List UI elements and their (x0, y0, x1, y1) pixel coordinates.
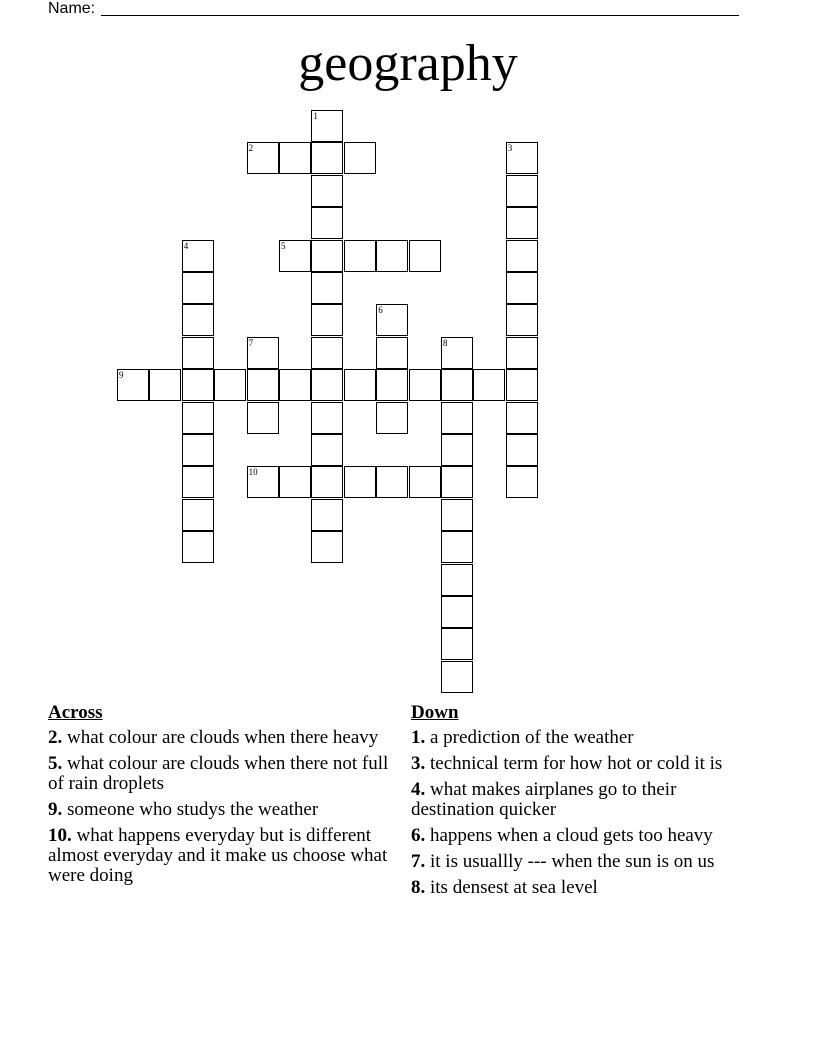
crossword-cell[interactable] (441, 596, 473, 628)
crossword-cell[interactable] (247, 466, 279, 498)
crossword-cell[interactable] (311, 499, 343, 531)
crossword-cell[interactable] (279, 142, 311, 174)
crossword-cell[interactable] (311, 175, 343, 207)
clue-number: 1 (313, 111, 318, 121)
crossword-cell[interactable] (311, 240, 343, 272)
crossword-cell[interactable] (247, 142, 279, 174)
crossword-cell[interactable] (506, 272, 538, 304)
clue-across: 5. what colour are clouds when there not full of rain droplets (48, 753, 389, 794)
crossword-cell[interactable] (182, 304, 214, 336)
crossword-cell[interactable] (311, 402, 343, 434)
clue-number: 7 (248, 337, 254, 348)
crossword-cell[interactable] (441, 531, 473, 563)
crossword-cell[interactable] (473, 369, 505, 401)
clue-number: 2 (248, 143, 254, 154)
crossword-cell[interactable] (506, 466, 538, 498)
clue-number: 3 (507, 143, 513, 154)
crossword-cell[interactable] (506, 304, 538, 336)
crossword-cell[interactable] (441, 661, 473, 693)
crossword-cell[interactable] (311, 304, 343, 336)
crossword-cell[interactable] (214, 369, 246, 401)
clue-number: 5 (281, 240, 286, 251)
clue-down: 4. what makes airplanes go to their destination quicker (411, 779, 677, 820)
crossword-cell[interactable] (311, 369, 343, 401)
crossword-cell[interactable] (182, 434, 214, 466)
crossword-cell[interactable] (376, 369, 408, 401)
crossword-cell[interactable] (311, 110, 343, 142)
crossword-cell[interactable] (409, 369, 441, 401)
crossword-cell[interactable] (182, 369, 214, 401)
crossword-cell[interactable] (376, 466, 408, 498)
crossword-cell[interactable] (182, 466, 214, 498)
crossword-cell[interactable] (506, 142, 538, 174)
down-clues (411, 702, 751, 904)
crossword-cell[interactable] (279, 466, 311, 498)
crossword-cell[interactable] (441, 564, 473, 596)
clue-down: 7. it is usuallly --- when the sun is on us (411, 851, 715, 872)
crossword-cell[interactable] (506, 434, 538, 466)
crossword-cell[interactable] (117, 369, 149, 401)
crossword-cell[interactable] (247, 369, 279, 401)
across-heading: Across (48, 702, 103, 723)
clue-number: 9 (119, 370, 124, 381)
crossword-cell[interactable] (182, 272, 214, 304)
crossword-cell[interactable] (376, 337, 408, 369)
crossword-cell[interactable] (247, 337, 279, 369)
crossword-cell[interactable] (182, 531, 214, 563)
crossword-cell[interactable] (506, 402, 538, 434)
crossword-cell[interactable] (506, 207, 538, 239)
clue-across: 2. what colour are clouds when there heavy (48, 727, 379, 748)
clue-down: 6. happens when a cloud gets too heavy (411, 825, 713, 846)
crossword-cell[interactable] (182, 499, 214, 531)
crossword-cell[interactable] (506, 175, 538, 207)
crossword-cell[interactable] (409, 240, 441, 272)
crossword-cell[interactable] (311, 434, 343, 466)
crossword-cell[interactable] (311, 142, 343, 174)
crossword-cell[interactable] (149, 369, 181, 401)
name-field (48, 0, 739, 20)
crossword-cell[interactable] (441, 337, 473, 369)
clue-across: 10. what happens everyday but is different almost everyday and it make us choose what were doing (48, 825, 388, 886)
crossword-cell[interactable] (441, 434, 473, 466)
clue-number: 10 (248, 467, 258, 478)
crossword-cell[interactable] (344, 240, 376, 272)
crossword-cell[interactable] (506, 369, 538, 401)
crossword-cell[interactable] (441, 466, 473, 498)
crossword-cell[interactable] (441, 628, 473, 660)
clue-down: 3. technical term for how hot or cold it is (411, 753, 723, 774)
puzzle-title: geography (298, 35, 518, 92)
crossword-cell[interactable] (182, 240, 214, 272)
clue-number: 8 (443, 337, 448, 348)
across-clues (48, 702, 398, 892)
crossword-cell[interactable] (376, 240, 408, 272)
crossword-cell[interactable] (376, 304, 408, 336)
name-label: Name: (48, 0, 96, 17)
clue-across: 9. someone who studys the weather (48, 799, 319, 820)
crossword-cell[interactable] (247, 402, 279, 434)
crossword-cell[interactable] (279, 240, 311, 272)
crossword-cell[interactable] (182, 337, 214, 369)
crossword-cell[interactable] (441, 369, 473, 401)
crossword-cell[interactable] (376, 402, 408, 434)
crossword-cell[interactable] (311, 337, 343, 369)
clue-number: 4 (183, 240, 189, 251)
crossword-cell[interactable] (311, 272, 343, 304)
crossword-cell[interactable] (344, 369, 376, 401)
crossword-cell[interactable] (441, 499, 473, 531)
clue-down: 1. a prediction of the weather (411, 727, 634, 748)
crossword-cell[interactable] (182, 402, 214, 434)
clue-down: 8. its densest at sea level (411, 877, 598, 898)
name-blank-line[interactable] (101, 0, 739, 16)
crossword-cell[interactable] (279, 369, 311, 401)
crossword-cell[interactable] (441, 402, 473, 434)
crossword-cell[interactable] (344, 466, 376, 498)
crossword-cell[interactable] (506, 240, 538, 272)
crossword-cell[interactable] (506, 337, 538, 369)
crossword-cell[interactable] (311, 207, 343, 239)
clue-number: 6 (378, 305, 383, 316)
crossword-cell[interactable] (311, 466, 343, 498)
crossword-cell[interactable] (344, 142, 376, 174)
down-heading: Down (411, 702, 459, 723)
crossword-cell[interactable] (409, 466, 441, 498)
crossword-cell[interactable] (311, 531, 343, 563)
